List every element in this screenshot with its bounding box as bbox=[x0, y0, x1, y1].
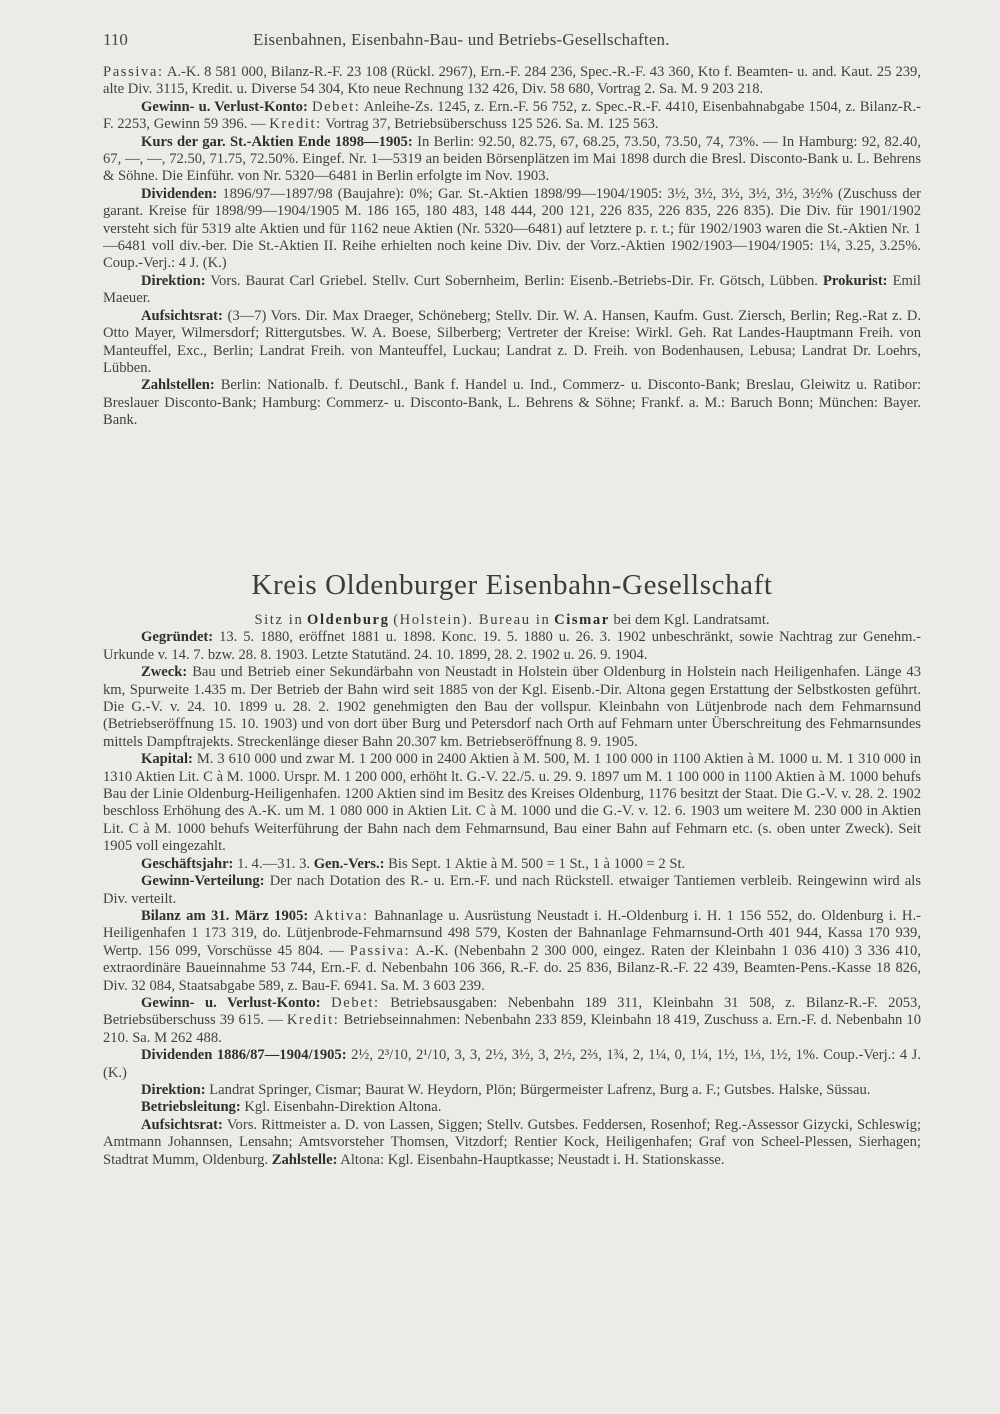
aufsichtsrat-label: Aufsichtsrat: bbox=[141, 307, 223, 324]
seat-bureau: Cismar bbox=[554, 612, 610, 628]
guv-kredit-text: Vortrag 37, Betriebsüberschuss 125 526. Sa. M. 125 563. bbox=[325, 116, 659, 133]
company-aufsichtsrat-paragraph bbox=[103, 1117, 921, 1169]
company-dividenden-label: Dividenden 1886/87—1904/1905: bbox=[141, 1047, 347, 1064]
bilanz-aktiva-label: Aktiva: bbox=[313, 907, 369, 924]
page-header bbox=[103, 30, 923, 56]
kurs-text: In Berlin: 92.50, 82.75, 67, 68.25, 73.50, 73.50, 74, 73%. — In Hamburg: 92, 82.40, 67, —, —, 72.50, 71.75, 72.50%. Eingef. Nr. 1—5319 an beiden Börsenplätzen im Mai 1898 durch die Bresl. Disconto-Bank u. L. Behrens & Söhne. Die Einführ. von Nr. 5320—6481 in Berlin erfolgte im Nov. 1903. bbox=[103, 133, 921, 185]
gen-vers-label: Gen.-Vers.: bbox=[313, 855, 385, 872]
seat-middle: (Holstein). Bureau in bbox=[393, 612, 551, 628]
guv-paragraph bbox=[103, 99, 921, 134]
guv-kredit-label: Kredit: bbox=[269, 116, 322, 133]
geschaeftsjahr-paragraph bbox=[103, 856, 921, 873]
bilanz-paragraph bbox=[103, 908, 921, 995]
geschaeftsjahr-label: Geschäftsjahr: bbox=[141, 855, 234, 872]
direktion-label: Direktion: bbox=[141, 272, 206, 289]
aufsichtsrat-text: (3—7) Vors. Dir. Max Draeger, Schöneberg; Stellv. Dir. W. A. Hansen, Kaufm. Gust. Ziersch, Berlin; Reg.-Rat z. D. Otto Mayer, Wilmersdorf; Rittergutsbes. W. A. Boese, Silberberg; Vertreter der Kreise: Wirkl. Geh. Rat Landes-Hauptmann Freih. von Manteuffel, Exc., Berlin; Landrat Freih. von Manteuffel, Luckau; Landrat z. D. Freih. von Bodenhausen, Lebusa; Landrat Dr. Loehrs, Lübben. bbox=[103, 307, 922, 376]
company-guv-label: Gewinn- u. Verlust-Konto: bbox=[141, 994, 321, 1011]
kapital-paragraph bbox=[103, 751, 921, 855]
direktion-text: Vors. Baurat Carl Griebel. Stellv. Curt Sobernheim, Berlin: Eisenb.-Betriebs-Dir. Fr. Götsch, Lübben. bbox=[210, 272, 818, 289]
gegruendet-label: Gegründet: bbox=[141, 629, 214, 646]
company-guv-paragraph bbox=[103, 995, 921, 1047]
company-guv-debet-label: Debet: bbox=[331, 994, 380, 1011]
company-aufsichtsrat-text: Vors. Rittmeister a. D. von Lassen, Siggen; Stellv. Gutsbes. Feddersen, Rosenhof; Reg.-Assessor Gizycki, Schleswig; Amtmann Johannsen, Lensahn; Amtsvorsteher Thomsen, Vitzdorf; Rentier Kock, Heiligenhafen; Graf von Scheel-Plessen, Sierhagen; Stadtrat Mumm, Oldenburg. bbox=[103, 1116, 921, 1168]
bilanz-passiva-label: Passiva: bbox=[349, 942, 411, 959]
zweck-paragraph bbox=[103, 664, 921, 751]
dividenden-paragraph bbox=[103, 186, 921, 273]
betriebsleitung-label: Betriebsleitung: bbox=[141, 1099, 241, 1116]
dividenden-label: Dividenden: bbox=[141, 185, 218, 202]
company-direktion-label: Direktion: bbox=[141, 1081, 206, 1098]
gewinn-verteilung-text: Der nach Dotation des R.- u. Ern.-F. und nach Rückstell. etwaiger Tantiemen verbleib. Reingewinn wird als Div. verteilt. bbox=[103, 873, 921, 907]
company-direktion-paragraph bbox=[103, 1082, 921, 1099]
gewinn-verteilung-paragraph bbox=[103, 873, 921, 908]
kapital-text: M. 3 610 000 und zwar M. 1 200 000 in 2400 Aktien à M. 500, M. 1 100 000 in 1100 Aktien à M. 1000 u. M. 1 310 000 in 1310 Aktien Lit. C à M. 1000. Urspr. M. 1 200 000, erhöht lt. G.-V. 22./5. u. 29. 9. 1897 um M. 1 100 000 in 1100 Aktien à M. 1000 behufs Bau der Linie Oldenburg-Heiligenhafen. 1200 Aktien sind im Besitz des Kreises Oldenburg, 1176 besitzt der Staat. Die G.-V. v. 28. 2. 1902 beschloss Erhöhung des A.-K. um M. 1 080 000 in Aktien Lit. C à M. 1000 und die G.-V. v. 12. 6. 1903 um weitere M. 230 000 in Aktien Lit. C à M. 1000 behufs Weiterführung der Bahn nach dem Fehmarnsund, Bau einer Bahn auf Fehmarn etc. (s. oben unter Zweck). Seit 1905 voll eingezahlt. bbox=[103, 751, 921, 855]
geschaeftsjahr-text: 1. 4.—31. 3. bbox=[237, 855, 311, 872]
running-title: Eisenbahnen, Eisenbahn-Bau- und Betriebs-Gesellschaften. bbox=[253, 30, 670, 49]
company-title: Kreis Oldenburger Eisenbahn-Gesellschaft bbox=[251, 569, 773, 601]
passiva-text: A.-K. 8 581 000, Bilanz-R.-F. 23 108 (Rückl. 2967), Ern.-F. 284 236, Spec.-R.-F. 43 360, Kto f. Beamten- u. and. Kaut. 25 239, alte Div. 3115, Kredit. u. Diverse 54 304, Kto neue Rechnung 132 426, Div. 58 680, Vortrag 2. Sa. M. 9 203 218. bbox=[103, 64, 921, 98]
company-aufsichtsrat-label: Aufsichtsrat: bbox=[141, 1116, 223, 1133]
company-guv-kredit-text: Betriebseinnahmen: Nebenbahn 233 859, Kleinbahn 18 419, Zuschuss a. Ern.-F. d. Nebenbahn 10 210. Sa. M 262 488. bbox=[103, 1012, 921, 1046]
company-zahlstelle-text: Altona: Kgl. Eisenbahn-Hauptkasse; Neustadt i. H. Stationskasse. bbox=[340, 1151, 725, 1168]
guv-debet-label: Debet: bbox=[311, 98, 361, 115]
zahlstellen-label: Zahlstellen: bbox=[141, 377, 215, 394]
guv-debet-text: Anleihe-Zs. 1245, z. Ern.-F. 56 752, z. Spec.-R.-F. 4410, Eisenbahnabgabe 1504, z. Bilanz-R.-F. 2253, Gewinn 59 396. — bbox=[103, 98, 921, 133]
bilanz-aktiva-text: Bahnanlage u. Ausrüstung Neustadt i. H.-Oldenburg i. H. 1 156 552, do. Oldenburg i. H.-Heiligenhafen 1 173 319, do. Lütjenbrode-Fehmarnsund 498 579, Kosten der Bahnanlage Fehmarnsund-Orth 401 944, Kassa 170 939, Wertp. 156 099, Vorschüsse 45 804. — bbox=[103, 907, 921, 959]
kurs-paragraph bbox=[103, 134, 921, 186]
company-direktion-text: Landrat Springer, Cismar; Baurat W. Heydorn, Plön; Bürgermeister Lafrenz, Burg a. F.; Gutsbes. Halske, Süssau. bbox=[209, 1081, 871, 1098]
prokurist-text: Emil Maeuer. bbox=[103, 272, 921, 307]
seat-line bbox=[103, 612, 921, 629]
company-entry bbox=[103, 612, 921, 1169]
zahlstellen-text: Berlin: Nationalb. f. Deutschl., Bank f. Handel u. Ind., Commerz- u. Disconto-Bank; Breslau, Gleiwitz u. Ratibor: Breslauer Disconto-Bank; Hamburg: Commerz- u. Disconto-Bank, L. Behrens & Söhne; Frankf. a. M.: Baruch Bonn; München: Bayer. Bank. bbox=[103, 377, 921, 429]
zweck-label: Zweck: bbox=[141, 664, 188, 681]
gen-vers-text: Bis Sept. 1 Aktie à M. 500 = 1 St., 1 à 1000 = 2 St. bbox=[388, 855, 686, 872]
seat-suffix: bei dem Kgl. Landratsamt. bbox=[613, 612, 770, 628]
company-dividenden-text: 2½, 2³/10, 2¹/10, 3, 3, 2½, 3½, 3, 2½, 2⅔, 1¾, 2, 1¼, 0, 1¼, 1½, 1⅓, 1½, 1%. Coup.-Verj.: 4 J. (K.) bbox=[103, 1047, 921, 1081]
seat-city: Oldenburg bbox=[307, 612, 390, 628]
bilanz-label: Bilanz am 31. März 1905: bbox=[141, 907, 309, 924]
prokurist-label: Prokurist: bbox=[822, 272, 888, 289]
kurs-label: Kurs der gar. St.-Aktien Ende 1898—1905: bbox=[141, 133, 413, 150]
gewinn-verteilung-label: Gewinn-Verteilung: bbox=[141, 873, 265, 890]
zahlstellen-paragraph bbox=[103, 377, 921, 429]
page-number: 110 bbox=[103, 30, 128, 49]
bilanz-passiva-text: A.-K. (Nebenbahn 2 300 000, eingez. Raten der Kleinbahn 1 036 410) 3 336 410, extraordinäre Baueinnahme 53 744, Ern.-F. d. Nebenbahn 106 366, R.-F. do. 25 836, Bilanz-R.-F. 22 439, Beamten-Pens.-Kasse 18 826, Div. 32 084, Staatsabgabe 589, z. Bau-F. 6941. Sa. M. 3 603 239. bbox=[103, 942, 921, 994]
zweck-text: Bau und Betrieb einer Sekundärbahn von Neustadt in Holstein über Oldenburg in Holstein nach Heiligenhafen. Länge 43 km, Spurweite 1.435 m. Der Betrieb der Bahn wird seit 1885 von der Kgl. Eisenb.-Dir. Altona gegen Erstattung der Selbstkosten geführt. Die G.-V. v. 24. 10. 1899 u. 28. 2. 1902 genehmigten den Bau der vollspur. Kleinbahn von Lütjenbrode nach dem Fehmarnsund (Betriebseröffnung 15. 10. 1903) und von dort über Burg und Petersdorf nach Orth auf Fehmarn unter Überschreitung des Fehmarnsundes mittels Dampftrajekts. Streckenlänge dieser Bahn 20.307 km. Betriebseröffnung 8. 9. 1905. bbox=[103, 664, 921, 750]
passiva-paragraph bbox=[103, 64, 921, 99]
previous-company-entry bbox=[103, 64, 921, 430]
kapital-label: Kapital: bbox=[141, 751, 193, 768]
company-guv-debet-text: Betriebsausgaben: Nebenbahn 189 311, Kleinbahn 31 508, z. Bilanz-R.-F. 2053, Betriebsüberschuss 39 615. — bbox=[103, 994, 921, 1029]
company-zahlstelle-label: Zahlstelle: bbox=[271, 1151, 338, 1168]
company-dividenden-paragraph bbox=[103, 1047, 921, 1082]
seat-prefix: Sitz in bbox=[254, 612, 304, 628]
company-guv-kredit-label: Kredit: bbox=[286, 1012, 340, 1029]
gegruendet-text: 13. 5. 1880, eröffnet 1881 u. 1898. Konc. 19. 5. 1880 u. 26. 3. 1902 unbeschränkt, sowie Nachtrag zur Genehm.-Urkunde v. 14. 7. bzw. 28. 8. 1903. Letzte Statutänd. 24. 10. 1899, 28. 2. 1902 u. 26. 9. 1904. bbox=[103, 629, 921, 663]
aufsichtsrat-paragraph bbox=[103, 308, 921, 378]
passiva-label: Passiva: bbox=[103, 64, 164, 80]
gegruendet-paragraph bbox=[103, 629, 921, 664]
betriebsleitung-paragraph bbox=[103, 1099, 921, 1116]
betriebsleitung-text: Kgl. Eisenbahn-Direktion Altona. bbox=[244, 1099, 442, 1116]
guv-label: Gewinn- u. Verlust-Konto: bbox=[141, 98, 308, 115]
direktion-paragraph bbox=[103, 273, 921, 308]
dividenden-text: 1896/97—1897/98 (Baujahre): 0%; Gar. St.-Aktien 1898/99—1904/1905: 3½, 3½, 3½, 3½, 3½, 3½% (Zuschuss der garant. Kreise für 1898/99—1904/1905 M. 186 165, 180 483, 148 444, 200 121, 226 835, 226 835, 226 835). Die Div. für 1901/1902 versteht sich für 5319 alte Aktien und für 1162 neue Aktien (Nr. 5320—6481) auf letztere p. r. t.; für 1902/1903 waren die St.-Aktien Nr. 1—6481 voll div.-ber. Die St.-Aktien II. Reihe erhielten noch keine Div. Div. der Vorz.-Aktien 1902/1903—1904/1905: 1¼, 3.25, 3.25%. Coup.-Verj.: 4 J. (K.) bbox=[103, 185, 921, 272]
